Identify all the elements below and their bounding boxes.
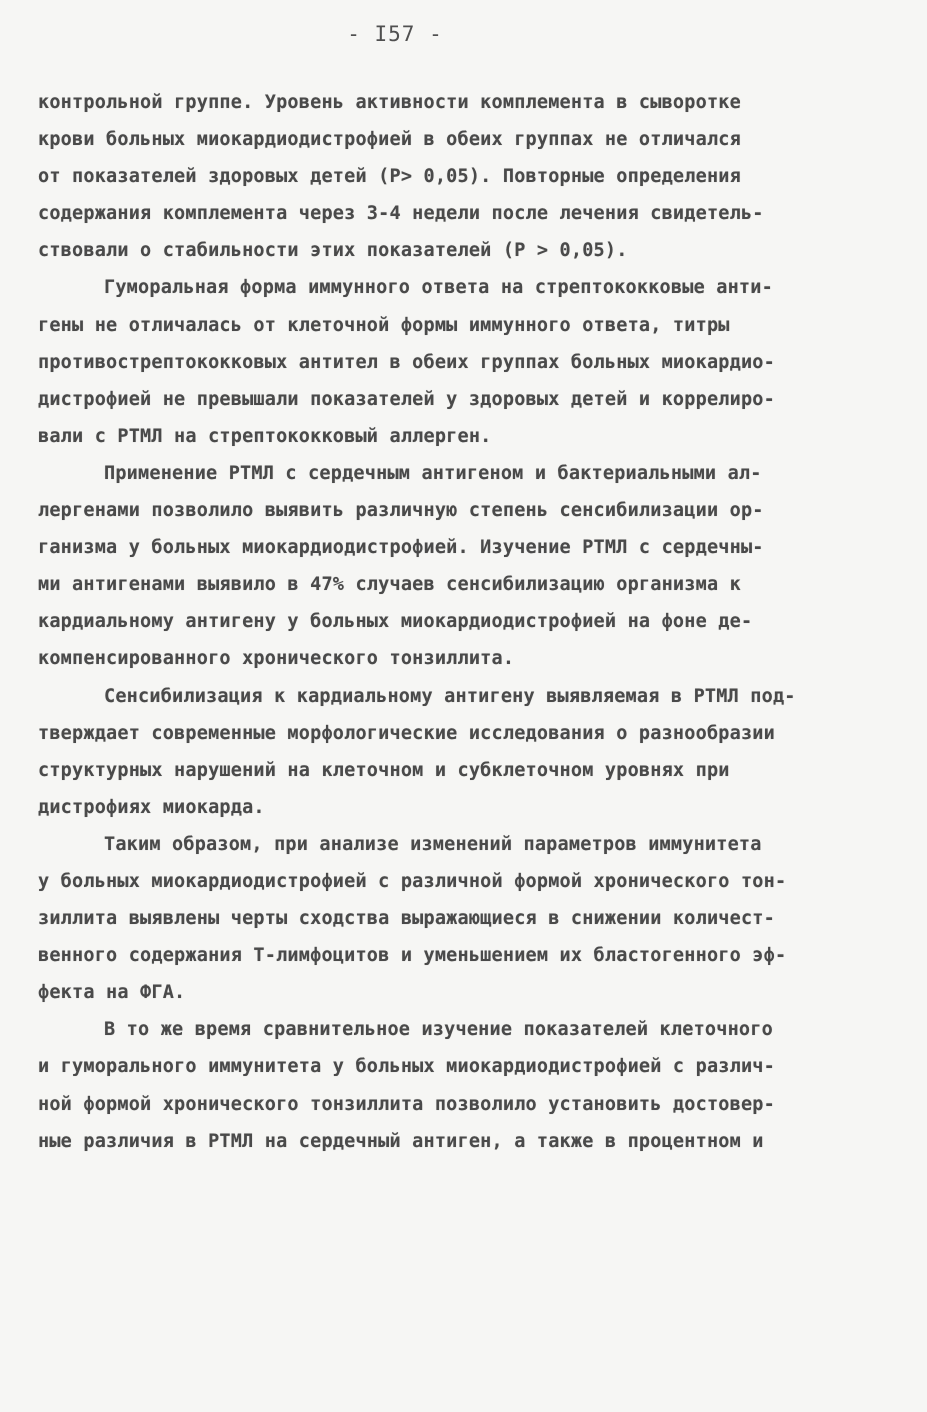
paragraph <box>38 269 884 454</box>
text-line: ганизма у больных миокардиодистрофией. Изучение РТМЛ с сердечны- <box>38 537 764 559</box>
text-line: лергенами позволило выявить различную степень сенсибилизации ор- <box>38 500 764 522</box>
text-line: ные различия в РТМЛ на сердечный антиген, а также в процентном и <box>38 1130 764 1152</box>
text-line: Сенсибилизация к кардиальному антигену выявляемая в РТМЛ под- <box>104 685 796 707</box>
text-line: фекта на ФГА. <box>38 982 186 1004</box>
text-line: крови больных миокардиодистрофией в обеих группах не отличался <box>38 129 741 151</box>
paragraph <box>38 455 884 678</box>
paragraph <box>38 1011 884 1159</box>
text-line: и гуморального иммунитета у больных миокардиодистрофией с различ- <box>38 1056 775 1078</box>
text-line: у больных миокардиодистрофией с различной формой хронического тон- <box>38 870 787 892</box>
paragraph <box>38 84 884 269</box>
text-line: венного содержания Т-лимфоцитов и уменьшением их бластогенного эф- <box>38 945 787 967</box>
text-line: ми антигенами выявило в 47% случаев сенсибилизацию организма к <box>38 574 741 596</box>
text-line: гены не отличалась от клеточной формы иммунного ответа, титры <box>38 314 730 336</box>
text-line: противострептококковых антител в обеих группах больных миокардио- <box>38 351 775 373</box>
text-line: В то же время сравнительное изучение показателей клеточного <box>104 1019 773 1041</box>
text-line: Гуморальная форма иммунного ответа на стрептококковые анти- <box>104 277 773 299</box>
paragraph <box>38 826 884 1011</box>
text-line: компенсированного хронического тонзиллита. <box>38 648 515 670</box>
text-line: от показателей здоровых детей (P> 0,05). Повторные определения <box>38 166 741 188</box>
text-line: ствовали о стабильности этих показателей (P > 0,05). <box>38 240 628 262</box>
text-line: дистрофией не превышали показателей у здоровых детей и коррелиро- <box>38 388 775 410</box>
text-line: ной формой хронического тонзиллита позволило установить достовер- <box>38 1093 775 1115</box>
text-line: вали с РТМЛ на стрептококковый аллерген. <box>38 425 492 447</box>
paragraph <box>38 678 884 826</box>
page-number: - I57 - <box>347 22 443 46</box>
text-line: кардиальному антигену у больных миокардиодистрофией на фоне де- <box>38 611 753 633</box>
text-line: тверждает современные морфологические исследования о разнообразии <box>38 722 775 744</box>
text-line: дистрофиях миокарда. <box>38 796 265 818</box>
text-line: контрольной группе. Уровень активности комплемента в сыворотке <box>38 92 741 113</box>
document-body <box>38 84 884 1160</box>
text-line: Таким образом, при анализе изменений параметров иммунитета <box>104 833 762 855</box>
text-line: структурных нарушений на клеточном и субклеточном уровнях при <box>38 759 730 781</box>
text-line: Применение РТМЛ с сердечным антигеном и бактериальными ал- <box>104 462 762 484</box>
text-line: зиллита выявлены черты сходства выражающиеся в снижении количест- <box>38 908 775 930</box>
text-line: содержания комплемента через 3-4 недели после лечения свидетель- <box>38 203 764 225</box>
